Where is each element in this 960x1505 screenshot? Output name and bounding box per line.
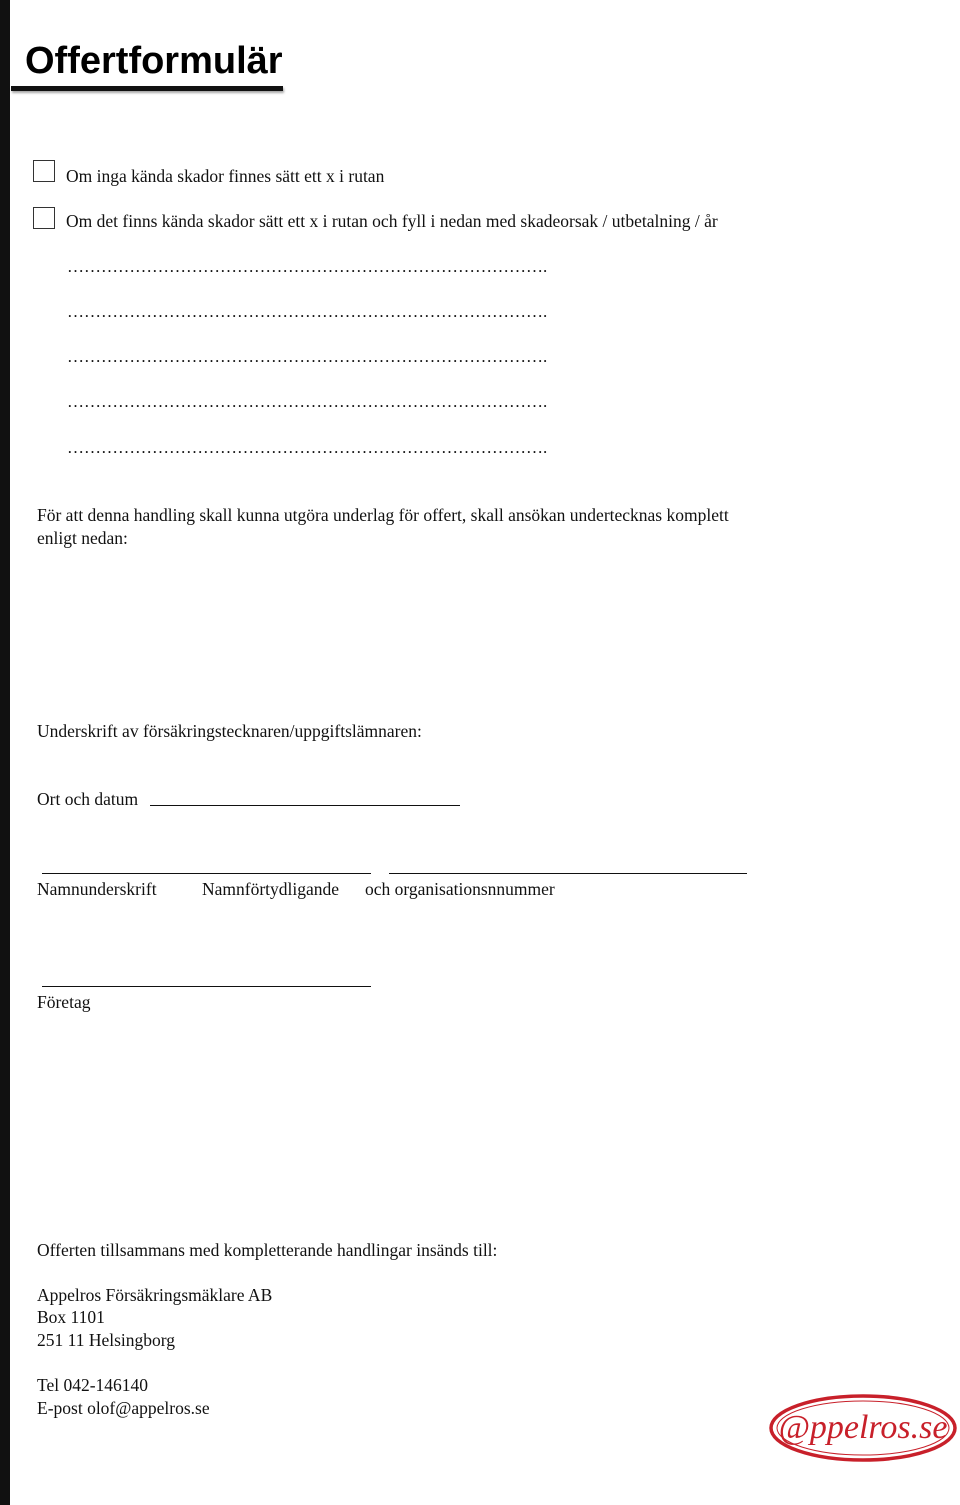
address-box: Box 1101 (37, 1307, 105, 1327)
send-instruction: Offerten tillsammans med kompletterande handlingar insänds till: (37, 1240, 498, 1260)
no-damage-label: Om inga kända skador finnes sätt ett x i rutan (66, 166, 385, 186)
damage-fill-line-1[interactable]: …………………………………………………………………………. (67, 257, 548, 276)
name-clarification-line[interactable] (389, 873, 747, 874)
contact-phone: Tel 042-146140 (37, 1375, 149, 1395)
damage-fill-line-4[interactable]: …………………………………………………………………………. (67, 392, 548, 411)
title-underline (11, 86, 283, 91)
name-clarification-label: Namnförtydligande (202, 879, 340, 899)
known-damage-checkbox[interactable] (33, 207, 55, 229)
page-title: Offertformulär (25, 40, 283, 82)
signature-heading: Underskrift av försäkringstecknaren/uppgiftslämnaren: (37, 721, 422, 741)
name-signature-line[interactable] (42, 873, 371, 874)
address-company: Appelros Försäkringsmäklare AB (37, 1285, 273, 1305)
logo-text: @ppelros.se (778, 1409, 948, 1446)
damage-fill-line-5[interactable]: …………………………………………………………………………. (67, 438, 548, 457)
appelros-logo (768, 1392, 958, 1464)
org-number-label: och organisationsnnummer (365, 879, 555, 899)
contact-email: E-post olof@appelros.se (37, 1398, 210, 1418)
intro-text-line-1: För att denna handling skall kunna utgöra underlag för offert, skall ansökan undertecknas komplett (37, 505, 729, 525)
address-postal: 251 11 Helsingborg (37, 1330, 176, 1350)
company-line[interactable] (42, 986, 371, 987)
damage-fill-line-2[interactable]: …………………………………………………………………………. (67, 302, 548, 321)
no-damage-checkbox[interactable] (33, 160, 55, 182)
company-label: Företag (37, 992, 91, 1012)
left-margin-bar (0, 0, 10, 1505)
place-date-line[interactable] (150, 805, 460, 806)
known-damage-label: Om det finns kända skador sätt ett x i rutan och fyll i nedan med skadeorsak / utbetalning / år (66, 211, 718, 231)
name-signature-label: Namnunderskrift (37, 879, 157, 899)
place-date-label: Ort och datum (37, 789, 139, 809)
intro-text-line-2: enligt nedan: (37, 528, 128, 548)
damage-fill-line-3[interactable]: …………………………………………………………………………. (67, 347, 548, 366)
